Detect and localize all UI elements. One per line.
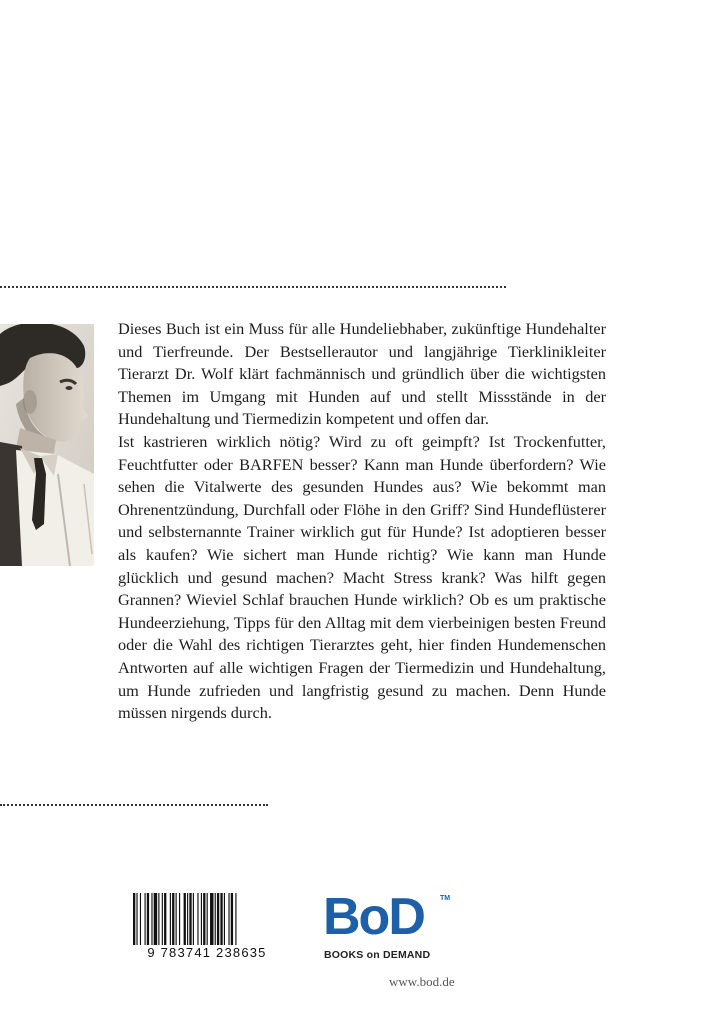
blurb-paragraph: Ist kastrieren wirklich nötig? Wird zu oft geimpft? Ist Trockenfutter, Feuchtfutter oder BARFEN besser? Kann man Hunde überfordern? Wie sehen die Vitalwerte des gesunden Hundes aus? Wie bekommt man Ohrenentzündung, Durchfall oder Flöhe in den Griff? Sind Hundeflüsterer und selbsternannte Trainer wirklich gut für Hunde? Ist adoptieren besser als kaufen? Wie sichert man Hunde richtig? Wie kann man Hunde glücklich und gesund machen? Macht Stress krank? Was hilft gegen Grannen? Wieviel Schlaf brauchen Hunde wirklich? Ob es um praktische Hundeerziehung, Tipps für den Alltag mit dem vierbeinigen besten Freund oder die Wahl des richtigen Tierarztes geht, hier finden Hundemenschen Antworten auf alle wichtigen Fragen der Tiermedizin und Hundehaltung, um Hunde zufrieden und langfristig gesund zu machen. Denn Hunde müssen nirgends durch. bbox=[118, 431, 606, 723]
publisher-website: www.bod.de bbox=[389, 974, 455, 989]
barcode-bar bbox=[220, 893, 222, 949]
author-portrait-image bbox=[0, 324, 94, 566]
barcode-bar bbox=[189, 893, 191, 949]
barcode-bar bbox=[179, 893, 180, 949]
barcode-bar bbox=[133, 893, 135, 949]
barcode-bar bbox=[210, 893, 213, 949]
author-photo bbox=[0, 324, 94, 566]
barcode-bar bbox=[164, 893, 166, 949]
bod-logo-mark: BoD bbox=[323, 888, 424, 946]
barcode-bar bbox=[224, 893, 225, 949]
barcode-bar bbox=[147, 893, 149, 949]
isbn-number: 9 783741 238635 bbox=[127, 945, 287, 960]
barcode-bar bbox=[172, 893, 174, 949]
barcode-bar bbox=[140, 893, 141, 949]
barcode-bar bbox=[215, 893, 216, 949]
barcode-bar bbox=[203, 893, 205, 949]
barcode-bar bbox=[187, 893, 188, 949]
barcode-bar bbox=[228, 893, 229, 949]
barcode-bar bbox=[184, 893, 186, 949]
barcode-bar bbox=[136, 893, 137, 949]
barcode-bar bbox=[197, 893, 198, 949]
barcode-bar bbox=[154, 893, 157, 949]
trademark-symbol: TM bbox=[440, 895, 451, 902]
barcode-bar bbox=[193, 893, 194, 949]
isbn-barcode bbox=[127, 893, 287, 965]
barcode-bar bbox=[170, 893, 171, 949]
barcode-bar bbox=[176, 893, 177, 949]
barcode-bar bbox=[162, 893, 163, 949]
barcode-bars bbox=[127, 893, 287, 949]
barcode-bar bbox=[235, 893, 236, 949]
barcode-bar bbox=[231, 893, 233, 949]
barcode-bar bbox=[217, 893, 219, 949]
top-dotted-divider bbox=[0, 286, 506, 288]
barcode-bar bbox=[151, 893, 152, 949]
barcode-bar bbox=[158, 893, 159, 949]
blurb-paragraph: Dieses Buch ist ein Muss für alle Hundeliebhaber, zukünftige Hundehalter und Tierfreunde. Der Bestsellerautor und langjährige Tierklinikleiter Tierarzt Dr. Wolf klärt fachmännisch und gründlich über die wichtigsten Themen im Umgang mit Hunden auf und stellt Missstände in der Hundehaltung und Tiermedizin kompetent und offen dar. bbox=[118, 319, 606, 429]
barcode-bar bbox=[201, 893, 202, 949]
publisher-logo bbox=[323, 888, 453, 965]
barcode-bar bbox=[207, 893, 208, 949]
publisher-tagline: BOOKS on DEMAND bbox=[324, 949, 431, 961]
barcode-bar bbox=[145, 893, 146, 949]
back-cover-blurb bbox=[118, 318, 606, 725]
bottom-dotted-divider bbox=[0, 804, 268, 806]
